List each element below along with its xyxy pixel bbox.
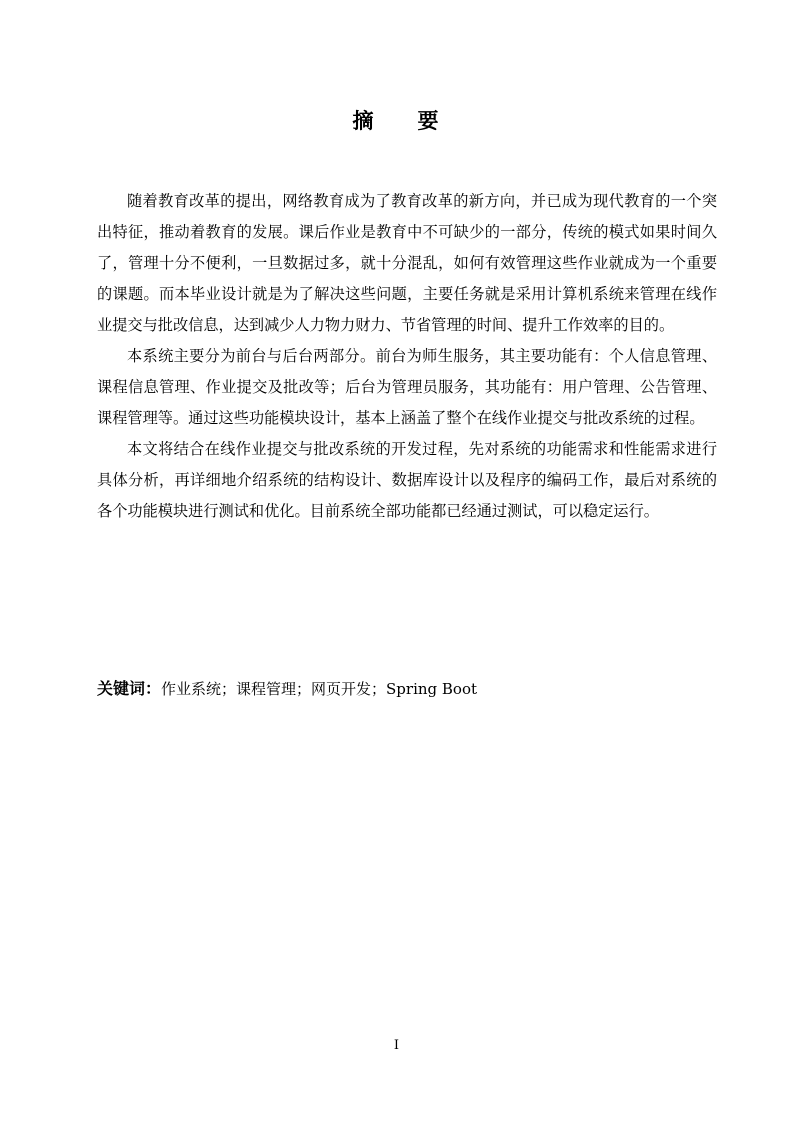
title-char-2: 要 <box>417 109 441 133</box>
abstract-title <box>0 106 793 136</box>
abstract-body <box>97 186 717 527</box>
abstract-paragraph-1: 随着教育改革的提出，网络教育成为了教育改革的新方向，并已成为现代教育的一个突出特征，推动着教育的发展。课后作业是教育中不可缺少的一部分，传统的模式如果时间久了，管理十分不便利，一旦数据过多，就十分混乱，如何有效管理这些作业就成为一个重要的课题。而本毕业设计就是为了解决这些问题，主要任务就是采用计算机系统来管理在线作业提交与批改信息，达到减少人力物力财力、节省管理的时间、提升工作效率的目的。 <box>97 192 717 334</box>
keywords-line <box>97 675 717 703</box>
page-number: I <box>393 1038 400 1053</box>
title-char-1: 摘 <box>352 109 376 133</box>
keywords-value: 作业系统；课程管理；网页开发；Spring Boot <box>161 680 478 698</box>
abstract-paragraph-2: 本系统主要分为前台与后台两部分。前台为师生服务，其主要功能有：个人信息管理、课程信息管理、作业提交及批改等；后台为管理员服务，其功能有：用户管理、公告管理、课程管理等。通过这些功能模块设计，基本上涵盖了整个在线作业提交与批改系统的过程。 <box>97 347 717 427</box>
keywords-label: 关键词： <box>97 679 162 698</box>
abstract-paragraph-3: 本文将结合在线作业提交与批改系统的开发过程，先对系统的功能需求和性能需求进行具体分析，再详细地介绍系统的结构设计、数据库设计以及程序的编码工作，最后对系统的各个功能模块进行测试和优化。目前系统全部功能都已经通过测试，可以稳定运行。 <box>97 440 717 520</box>
